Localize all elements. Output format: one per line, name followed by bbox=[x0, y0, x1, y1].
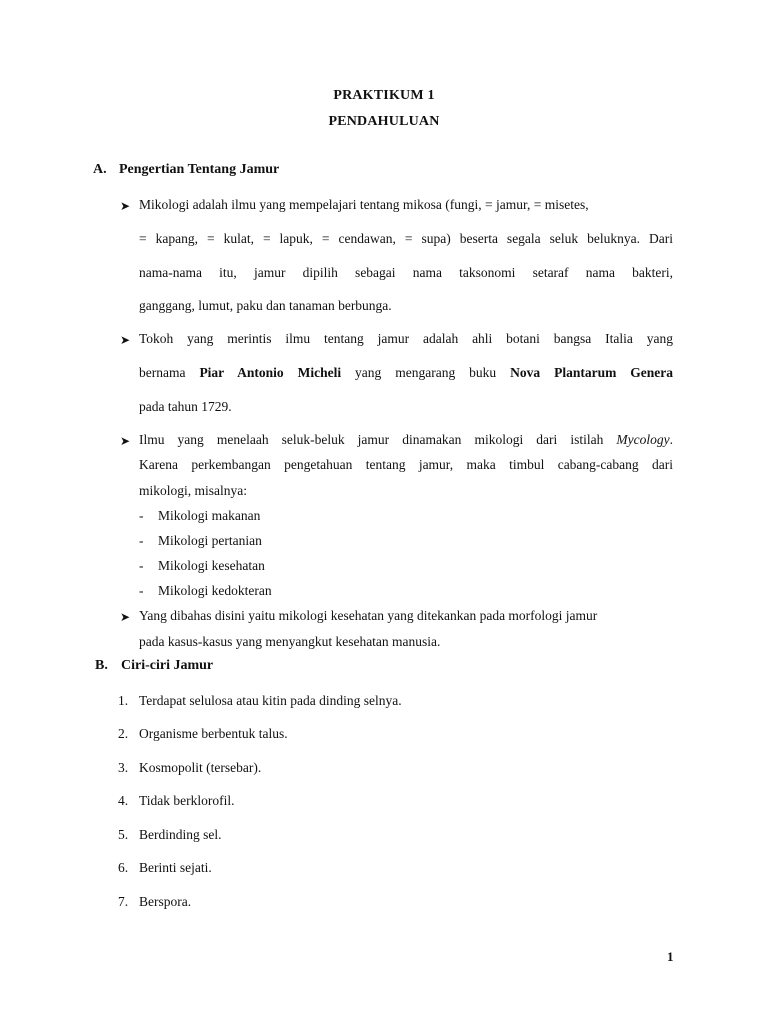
bullet4-line1: Yang dibahas disini yaitu mikologi kesehatan yang ditekankan pada morfologi jamur bbox=[139, 608, 598, 623]
bullet1-line1: Mikologi adalah ilmu yang mempelajari tentang mikosa (fungi, = jamur, = misetes, bbox=[139, 197, 589, 212]
list-item: Terdapat selulosa atau kitin pada dinding selnya. bbox=[139, 693, 402, 708]
bullet-arrow-icon: ➤ bbox=[120, 610, 131, 624]
list-number: 2. bbox=[118, 726, 129, 741]
list-item: Mikologi pertanian bbox=[158, 533, 262, 548]
bullet3-text-end: . bbox=[669, 432, 673, 447]
bullet1-line3: nama-nama itu, jamur dipilih sebagai nama taksonomi setaraf nama bakteri, bbox=[139, 265, 673, 280]
bullet-arrow-icon: ➤ bbox=[120, 333, 131, 347]
section-b-letter: B. bbox=[95, 658, 108, 673]
list-number: 7. bbox=[118, 894, 129, 909]
bullet1-line2: = kapang, = kulat, = lapuk, = cendawan, = supa) beserta segala seluk beluknya. Dari bbox=[139, 231, 673, 246]
bullet1-line4: ganggang, lumut, paku dan tanaman berbunga. bbox=[139, 298, 392, 313]
dash-marker: - bbox=[139, 508, 144, 523]
document-title: PRAKTIKUM 1 bbox=[333, 88, 435, 103]
document-subtitle: PENDAHULUAN bbox=[328, 114, 440, 129]
bullet-arrow-icon: ➤ bbox=[120, 199, 131, 213]
section-a-letter: A. bbox=[93, 162, 107, 177]
dash-marker: - bbox=[139, 583, 144, 598]
list-item: Kosmopolit (tersebar). bbox=[139, 760, 262, 775]
bullet2-text-mid: yang mengarang buku bbox=[341, 365, 511, 380]
list-number: 6. bbox=[118, 860, 129, 875]
bullet2-line1: Tokoh yang merintis ilmu tentang jamur adalah ahli botani bangsa Italia yang bbox=[139, 331, 673, 346]
bullet4-line2: pada kasus-kasus yang menyangkut kesehatan manusia. bbox=[139, 634, 441, 649]
bullet3-line3: mikologi, misalnya: bbox=[139, 483, 247, 498]
bullet3-line2: Karena perkembangan pengetahuan tentang jamur, maka timbul cabang-cabang dari bbox=[139, 457, 673, 472]
bullet3-line1 bbox=[139, 432, 673, 448]
bullet2-text-pre: bernama bbox=[139, 365, 200, 380]
book-title: Nova Plantarum Genera bbox=[510, 365, 674, 380]
page-number: 1 bbox=[667, 949, 674, 964]
bullet2-line2 bbox=[139, 365, 673, 381]
list-item: Mikologi kesehatan bbox=[158, 558, 265, 573]
bullet2-line3: pada tahun 1729. bbox=[139, 399, 232, 414]
list-item: Berspora. bbox=[139, 894, 192, 909]
dash-marker: - bbox=[139, 558, 144, 573]
list-number: 5. bbox=[118, 827, 129, 842]
bullet3-text-pre: Ilmu yang menelaah seluk-beluk jamur dinamakan mikologi dari istilah bbox=[139, 432, 617, 447]
section-a-heading: Pengertian Tentang Jamur bbox=[119, 162, 280, 177]
list-item: Berdinding sel. bbox=[139, 827, 222, 842]
list-number: 4. bbox=[118, 793, 129, 808]
section-b-heading: Ciri-ciri Jamur bbox=[121, 658, 214, 673]
list-item: Mikologi makanan bbox=[158, 508, 261, 523]
list-item: Berinti sejati. bbox=[139, 860, 212, 875]
dash-marker: - bbox=[139, 533, 144, 548]
list-item: Tidak berklorofil. bbox=[139, 793, 235, 808]
list-item: Organisme berbentuk talus. bbox=[139, 726, 288, 741]
list-item: Mikologi kedokteran bbox=[158, 583, 272, 598]
list-number: 1. bbox=[118, 693, 129, 708]
scientist-name: Piar Antonio Micheli bbox=[199, 365, 342, 380]
list-number: 3. bbox=[118, 760, 129, 775]
bullet-arrow-icon: ➤ bbox=[120, 434, 131, 448]
term-mycology: Mycology bbox=[616, 432, 670, 447]
